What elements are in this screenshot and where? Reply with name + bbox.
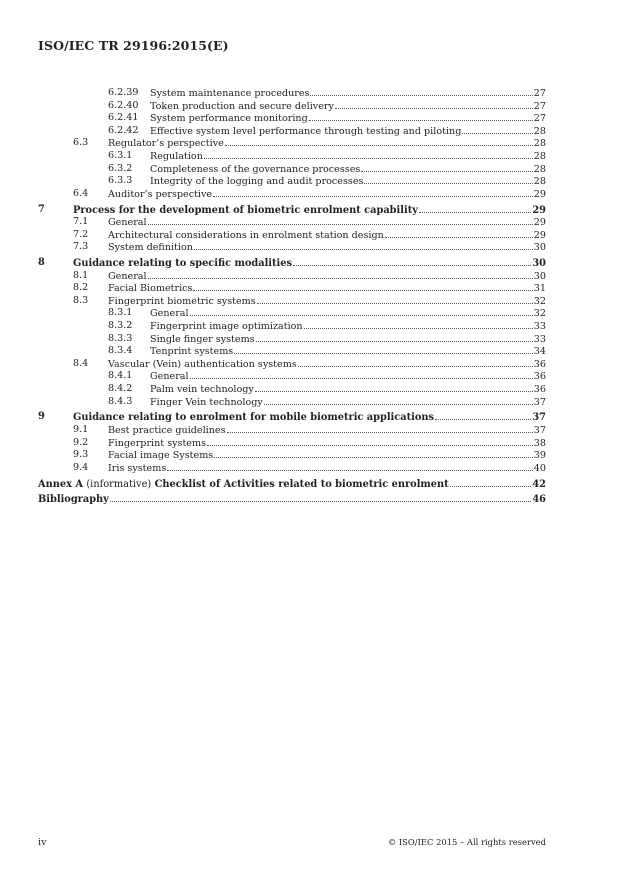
toc-entry[interactable] [38, 396, 546, 409]
toc-entry-page: 30 [533, 242, 546, 254]
toc-entry-page: 37 [532, 412, 546, 424]
toc-entry[interactable] [38, 163, 546, 176]
toc-entry-title: Vascular (Vein) authentication systems [108, 358, 297, 370]
dot-leader [293, 257, 531, 266]
toc-entry-number: 8.4.1 [108, 370, 133, 382]
toc-entry-page: 28 [533, 138, 546, 150]
toc-entry-bibliography[interactable] [38, 493, 546, 506]
toc-entry-page: 27 [533, 113, 546, 125]
dot-leader [310, 87, 532, 96]
toc-entry-title: General [108, 217, 147, 229]
dot-leader [190, 370, 533, 379]
dot-leader [385, 229, 533, 238]
toc-entry-title: Facial Biometrics [108, 283, 193, 295]
toc-entry-number: 6.2.42 [108, 124, 139, 136]
toc-entry-number: 8.3.2 [108, 320, 133, 332]
toc-entry-page: 37 [533, 396, 546, 408]
toc-entry-page: 29 [533, 217, 546, 229]
toc-entry[interactable] [38, 462, 546, 475]
toc-entry[interactable] [38, 137, 546, 150]
toc-entry-page: 30 [532, 258, 546, 270]
toc-entry[interactable] [38, 358, 546, 371]
toc-entry-page: 36 [533, 371, 546, 383]
toc-entry-title: Fingerprint systems [108, 437, 207, 449]
dot-leader [255, 383, 533, 392]
dot-leader [234, 345, 533, 354]
toc-entry-title: Completeness of the governance processes [150, 163, 361, 175]
dot-leader [419, 204, 531, 213]
annex-page: 42 [532, 478, 546, 490]
dot-leader [298, 358, 533, 367]
toc-entry-page: 36 [533, 384, 546, 396]
toc-entry-title: System performance monitoring [150, 113, 308, 125]
toc-entry[interactable] [38, 320, 546, 333]
dot-leader [264, 396, 533, 405]
annex-title: Checklist of Activities related to biometric enrolment [154, 478, 449, 490]
toc-entry-title: System maintenance procedures [150, 88, 310, 99]
dot-leader [256, 333, 533, 342]
toc-entry-title: Regulation [150, 150, 203, 162]
toc-entry-page: 28 [533, 125, 546, 137]
dot-leader [148, 216, 533, 225]
toc-entry-page: 29 [533, 188, 546, 200]
toc-entry[interactable] [38, 188, 546, 201]
toc-entry-title: Auditor’s perspective [108, 188, 213, 200]
toc-entry-title: Regulator’s perspective [108, 138, 224, 150]
toc-entry-number: 8.3.4 [108, 345, 133, 357]
dot-leader [364, 175, 532, 184]
toc-entry[interactable] [38, 125, 546, 138]
toc-entry[interactable] [38, 241, 546, 254]
bibliography-page: 46 [532, 494, 546, 506]
annex-qualifier: (informative) [86, 478, 152, 490]
toc-entry-page: 34 [533, 346, 546, 358]
toc-entry[interactable] [38, 175, 546, 188]
toc-entry-page: 40 [533, 462, 546, 474]
toc-entry[interactable] [38, 333, 546, 346]
toc-entry-page: 28 [533, 163, 546, 175]
toc-entry[interactable] [38, 216, 546, 229]
toc-entry-number: 7 [38, 203, 45, 215]
toc-entry-page: 36 [533, 358, 546, 370]
toc-entry-number: 8.3 [73, 294, 89, 306]
toc-entry-annex[interactable] [38, 478, 546, 491]
dot-leader [194, 241, 533, 250]
toc-entry-number: 6.4 [73, 187, 89, 199]
toc-entry[interactable] [38, 449, 546, 462]
toc-entry[interactable] [38, 112, 546, 125]
toc-entry-number: 8.2 [73, 282, 89, 294]
dot-leader [193, 282, 532, 291]
toc-entry-page: 33 [533, 321, 546, 333]
toc-entry-number: 8.1 [73, 269, 89, 281]
dot-leader [335, 100, 533, 109]
dot-leader [257, 295, 533, 304]
toc-entry-page: 38 [533, 437, 546, 449]
toc-entry[interactable] [38, 282, 546, 295]
toc-entry[interactable] [38, 345, 546, 358]
toc-entry-title: Palm vein technology [150, 384, 254, 396]
toc-entry-page: 37 [533, 425, 546, 436]
dot-leader [204, 150, 533, 159]
toc-entry-title: Single finger systems [150, 333, 255, 345]
toc-entry-number: 9 [38, 411, 45, 423]
toc-entry-title: Iris systems [108, 462, 167, 474]
dot-leader [225, 137, 533, 146]
toc-entry[interactable] [38, 204, 546, 217]
toc-entry[interactable] [38, 270, 546, 283]
toc-entry-page: 27 [533, 88, 546, 99]
toc-entry[interactable] [38, 100, 546, 113]
toc-entry-number: 9.4 [73, 461, 89, 473]
toc-entry-number: 7.1 [73, 216, 89, 228]
toc-entry-number: 6.3.2 [108, 162, 133, 174]
toc-entry-page: 32 [533, 308, 546, 320]
toc-entry-number: 6.2.40 [108, 99, 139, 111]
toc-entry-number: 9.2 [73, 436, 89, 448]
toc-entries [38, 87, 546, 474]
toc-entry-page: 29 [532, 204, 546, 216]
toc-entry[interactable] [38, 87, 546, 100]
copyright-notice: © ISO/IEC 2015 – All rights reserved [387, 837, 546, 847]
toc-entry-title: Tenprint systems [150, 346, 234, 358]
toc-entry[interactable] [38, 150, 546, 163]
toc-entry-page: 39 [533, 450, 546, 462]
dot-leader [450, 478, 532, 487]
table-of-contents [38, 87, 546, 506]
toc-entry-title: Effective system level performance through testing and piloting [150, 125, 462, 137]
toc-entry-page: 31 [533, 283, 546, 295]
toc-entry-page: 32 [533, 295, 546, 307]
toc-entry-title: Architectural considerations in enrolment station design [108, 229, 384, 241]
toc-entry-title: Fingerprint image optimization [150, 321, 303, 333]
toc-entry-number: 7.2 [73, 228, 89, 240]
toc-entry-title: General [108, 270, 147, 282]
toc-entry-title: General [150, 371, 189, 383]
bibliography-title: Bibliography [38, 494, 109, 506]
dot-leader [214, 449, 533, 458]
toc-entry[interactable] [38, 437, 546, 450]
toc-entry-number: 7.3 [73, 241, 89, 253]
toc-entry[interactable] [38, 383, 546, 396]
dot-leader [148, 270, 533, 279]
dot-leader [190, 307, 533, 316]
toc-entry[interactable] [38, 257, 546, 270]
toc-entry-page: 30 [533, 270, 546, 282]
toc-entry-number: 6.2.39 [108, 87, 139, 98]
toc-entry-number: 6.3.3 [108, 175, 133, 187]
dot-leader [462, 125, 532, 134]
toc-entry-title: Token production and secure delivery [150, 100, 334, 112]
toc-entry[interactable] [38, 295, 546, 308]
toc-entry-number: 9.3 [73, 449, 89, 461]
dot-leader [309, 112, 533, 121]
toc-entry-title: Process for the development of biometric enrolment capability [73, 204, 418, 216]
toc-entry-title: Best practice guidelines [108, 425, 226, 436]
dot-leader [361, 163, 532, 172]
toc-entry-title: General [150, 308, 189, 320]
toc-entry[interactable] [38, 229, 546, 242]
toc-entry-title: Finger Vein technology [150, 396, 263, 408]
dot-leader [167, 462, 533, 471]
toc-entry-number: 6.3.1 [108, 149, 133, 161]
toc-entry-page: 28 [533, 150, 546, 162]
toc-entry-number: 9.1 [73, 424, 89, 435]
annex-label: Annex A [38, 478, 83, 490]
page-number: iv [38, 837, 47, 848]
dot-leader [207, 437, 533, 446]
dot-leader [110, 493, 532, 502]
toc-entry-title: Integrity of the logging and audit processes [150, 176, 364, 188]
toc-entry[interactable] [38, 307, 546, 320]
toc-entry-title: Fingerprint biometric systems [108, 295, 256, 307]
toc-entry[interactable] [38, 411, 546, 424]
toc-entry-number: 8.4 [73, 357, 89, 369]
toc-entry-number: 8.3.3 [108, 332, 133, 344]
toc-entry-number: 8.3.1 [108, 307, 133, 319]
toc-entry-number: 8.4.2 [108, 383, 133, 395]
toc-entry-title: Guidance relating to enrolment for mobile biometric applications [73, 412, 435, 424]
dot-leader [304, 320, 533, 329]
toc-entry-title: Guidance relating to specific modalities [73, 258, 293, 270]
toc-entry-page: 27 [533, 100, 546, 112]
toc-entry-number: 8.4.3 [108, 395, 133, 407]
toc-entry-title: Facial image Systems [108, 450, 214, 462]
toc-entry-page: 33 [533, 333, 546, 345]
dot-leader [435, 411, 531, 420]
toc-entry-page: 28 [533, 176, 546, 188]
toc-entry[interactable] [38, 424, 546, 437]
toc-entry-number: 6.3 [73, 137, 89, 149]
toc-entry-number: 6.2.41 [108, 112, 139, 124]
dot-leader [227, 424, 533, 433]
dot-leader [213, 188, 533, 197]
toc-entry[interactable] [38, 370, 546, 383]
document-header: ISO/IEC TR 29196:2015(E) [38, 38, 229, 53]
toc-entry-page: 29 [533, 229, 546, 241]
toc-entry-title: System definition [108, 242, 193, 254]
toc-entry-number: 8 [38, 257, 45, 269]
